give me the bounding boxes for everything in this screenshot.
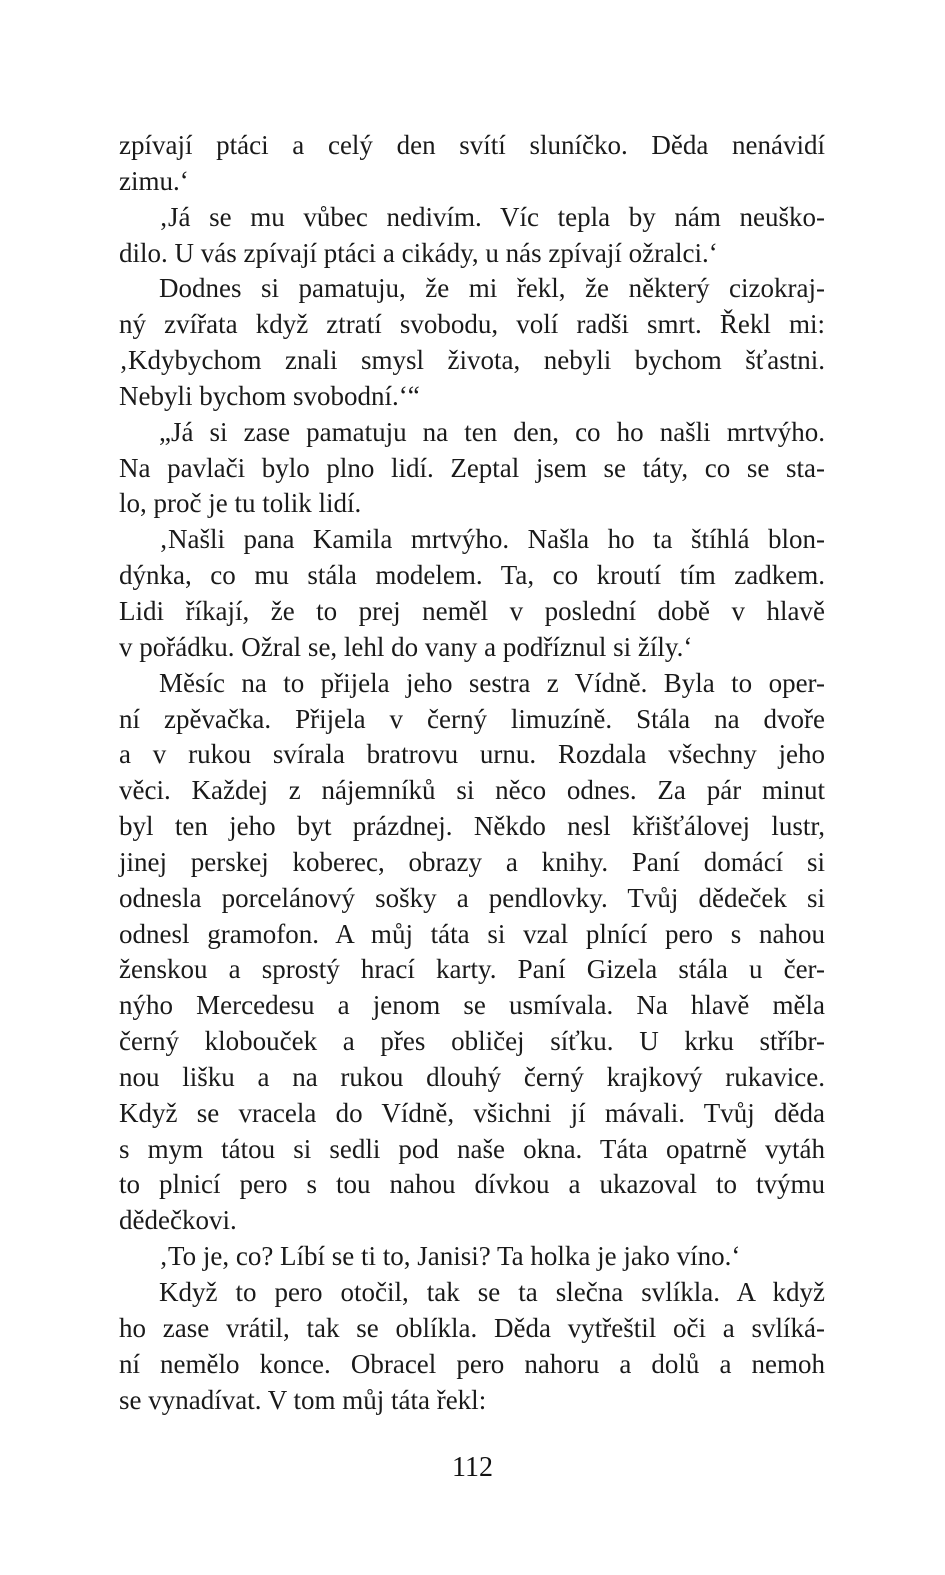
text-line: nýho Mercedesu a jenom se usmívala. Na hlavě měla bbox=[119, 990, 825, 1021]
text-line: jinej perskej koberec, obrazy a knihy. Paní domácí si bbox=[119, 846, 825, 877]
text-line: zpívají ptáci a celý den svítí sluníčko. Děda nenávidí bbox=[119, 130, 825, 160]
text-line: odnesl gramofon. A můj táta si vzal plnící pero s nahou bbox=[119, 918, 825, 949]
text-line: Když se vracela do Vídně, všichni jí mávali. Tvůj děda bbox=[119, 1097, 825, 1128]
text-line: ní zpěvačka. Přijela v černý limuzíně. Stála na dvoře bbox=[119, 703, 825, 734]
text-line: byl ten jeho byt prázdnej. Někdo nesl křišťálovej lustr, bbox=[119, 811, 825, 842]
text-line: v pořádku. Ožral se, lehl do vany a podříznul si žíly.‘ bbox=[119, 631, 693, 662]
text-line: Měsíc na to přijela jeho sestra z Vídně. Byla to oper- bbox=[159, 667, 825, 698]
text-line: s mym tátou si sedli pod naše okna. Táta opatrně vytáh bbox=[119, 1133, 825, 1164]
text-line: zimu.‘ bbox=[119, 165, 189, 196]
text-line: „Já si zase pamatuju na ten den, co ho našli mrtvýho. bbox=[159, 416, 825, 447]
text-line: ný zvířata když ztratí svobodu, volí radši smrt. Řekl mi: bbox=[119, 309, 825, 340]
paragraph bbox=[119, 200, 825, 272]
paragraph bbox=[119, 415, 825, 523]
text-line: nou lišku a na rukou dlouhý černý krajkový rukavice. bbox=[119, 1061, 825, 1092]
text-line: Na pavlači bylo plno lidí. Zeptal jsem se táty, co se sta- bbox=[119, 452, 825, 483]
paragraph bbox=[119, 1239, 825, 1275]
paragraph bbox=[119, 271, 825, 414]
paragraph bbox=[119, 666, 825, 1240]
text-line: ‚To je, co? Líbí se ti to, Janisi? Ta holka je jako víno.‘ bbox=[159, 1241, 741, 1272]
text-line: ní nemělo konce. Obracel pero nahoru a dolů a nemoh bbox=[119, 1348, 825, 1379]
text-line: to plnicí pero s tou nahou dívkou a ukazoval to tvýmu bbox=[119, 1169, 825, 1200]
paragraph bbox=[119, 128, 825, 200]
text-line: dýnka, co mu stála modelem. Ta, co kroutí tím zadkem. bbox=[119, 560, 825, 591]
text-line: ho zase vrátil, tak se oblíkla. Děda vytřeštil oči a svlíká- bbox=[119, 1312, 825, 1343]
text-line: Dodnes si pamatuju, že mi řekl, že některý cizokraj- bbox=[159, 273, 825, 304]
paragraph bbox=[119, 1275, 825, 1418]
text-line: Lidi říkají, že to prej neměl v poslední době v hlavě bbox=[119, 595, 825, 626]
text-line: a v rukou svírala bratrovu urnu. Rozdala všechny jeho bbox=[119, 739, 825, 770]
text-line: dilo. U vás zpívají ptáci a cikády, u nás zpívají ožralci.‘ bbox=[119, 237, 718, 268]
text-line: ‚Kdybychom znali smysl života, nebyli bychom šťastni. bbox=[119, 345, 825, 376]
text-line: Když to pero otočil, tak se ta slečna svlíkla. A když bbox=[159, 1277, 825, 1307]
text-line: Nebyli bychom svobodní.‘“ bbox=[119, 380, 420, 411]
text-line: dědečkovi. bbox=[119, 1205, 237, 1236]
body-text bbox=[119, 128, 825, 1418]
text-line: věci. Každej z nájemníků si něco odnes. Za pár minut bbox=[119, 775, 825, 806]
text-line: lo, proč je tu tolik lidí. bbox=[119, 488, 362, 519]
text-line: ‚Našli pana Kamila mrtvýho. Našla ho ta štíhlá blon- bbox=[159, 524, 825, 555]
text-line: ‚Já se mu vůbec nedivím. Víc tepla by nám neuško- bbox=[159, 201, 825, 232]
text-line: se vynadívat. V tom můj táta řekl: bbox=[119, 1384, 487, 1415]
paragraph bbox=[119, 522, 825, 665]
text-line: odnesla porcelánový sošky a pendlovky. Tvůj dědeček si bbox=[119, 882, 825, 913]
page-number: 112 bbox=[452, 1452, 493, 1483]
text-line: ženskou a sprostý hrací karty. Paní Gizela stála u čer- bbox=[119, 954, 825, 985]
text-line: černý klobouček a přes obličej síťku. U krku stříbr- bbox=[119, 1026, 825, 1057]
